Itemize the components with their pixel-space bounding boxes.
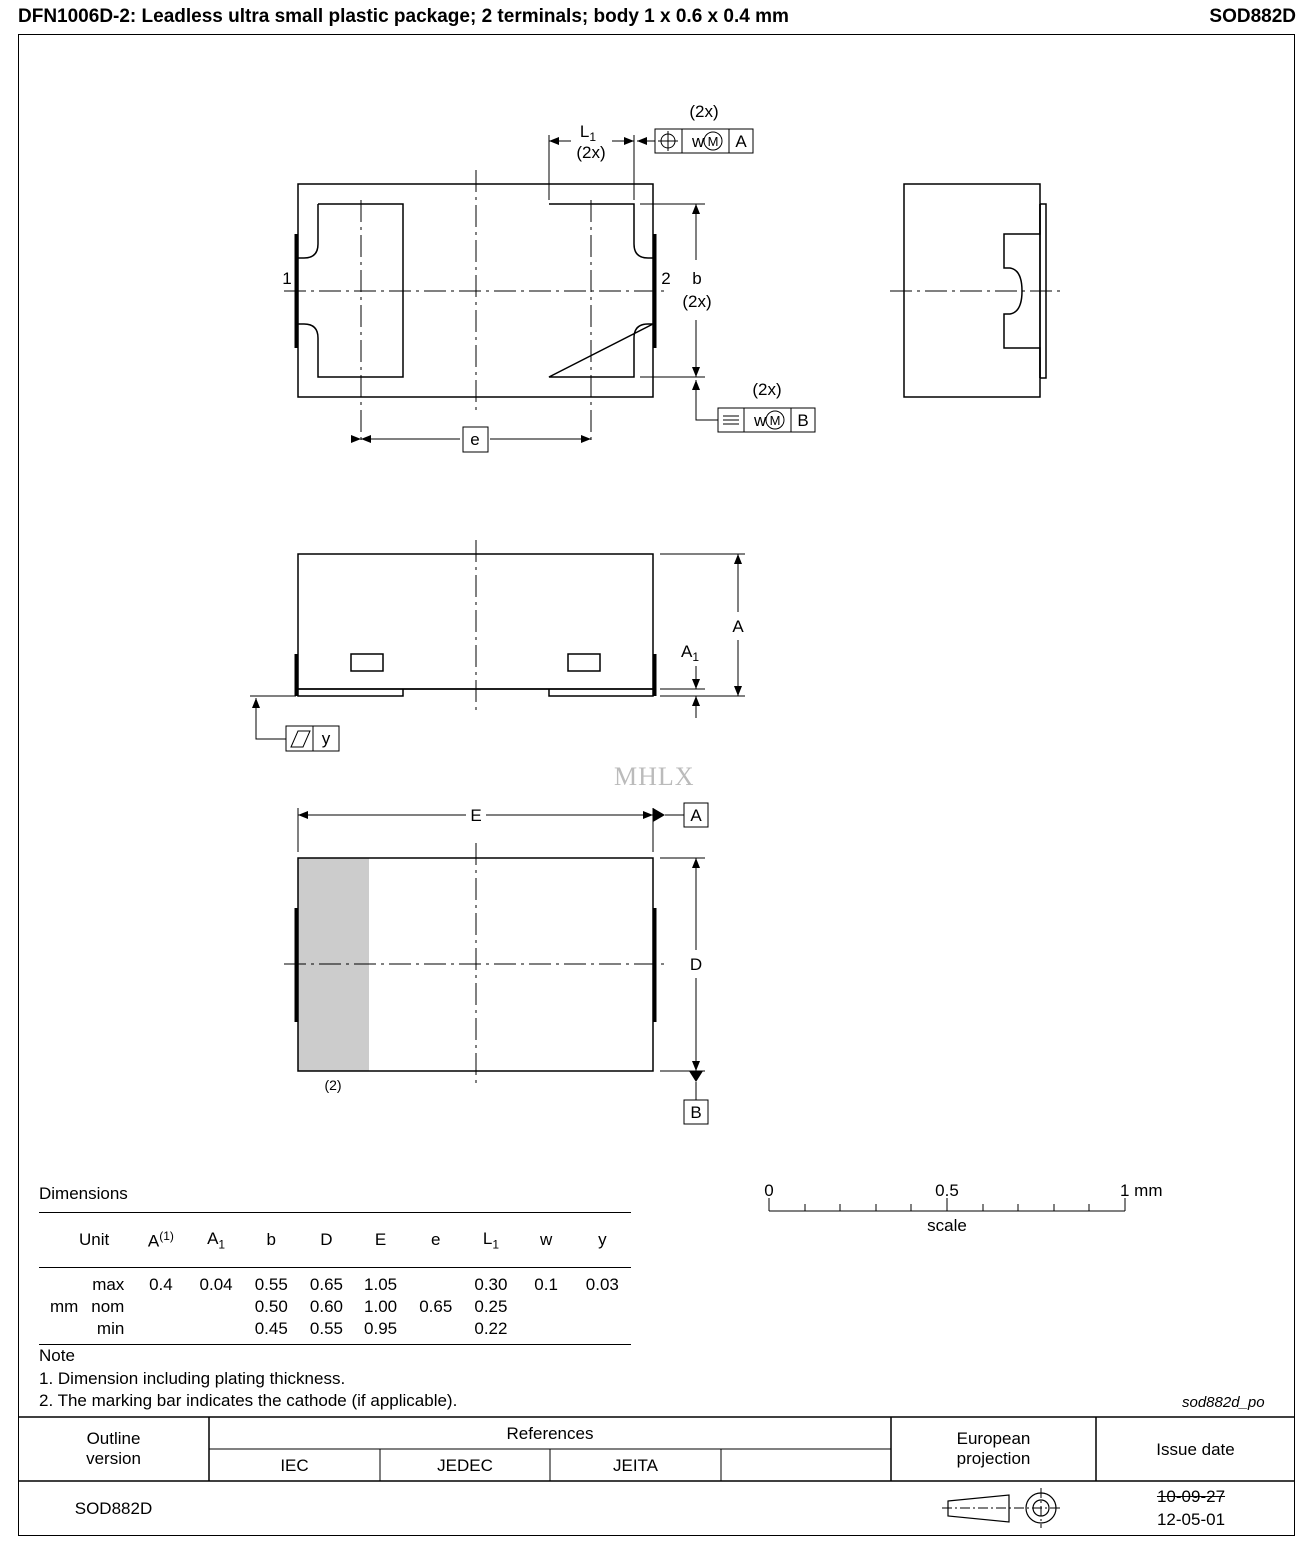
table-row — [39, 1296, 631, 1318]
header-cell: $A_1$ — [207, 1228, 226, 1252]
issue-date-old: 10-09-27 — [1156, 1487, 1226, 1506]
table-cell — [519, 1296, 574, 1318]
terminal-2-label: 2 — [661, 269, 671, 288]
unit-cell: mm — [50, 1297, 79, 1316]
package-code: SOD882D — [1209, 6, 1296, 27]
dim-b-label: b — [692, 269, 702, 288]
side-view — [250, 540, 745, 751]
dim-b-count: (2x) — [682, 292, 712, 311]
position-tol-count: (2x) — [689, 102, 719, 121]
terminal-1-label: 1 — [282, 269, 292, 288]
row-label: nom — [91, 1297, 125, 1316]
dim-e-label: e — [470, 430, 480, 449]
dimensions-header-row — [39, 1213, 631, 1268]
table-cell: 0.1 — [534, 1275, 558, 1294]
table-cell: 1.00 — [364, 1297, 398, 1316]
header-cell: E — [374, 1230, 387, 1249]
position-tol-m: M — [707, 134, 719, 149]
issue-date-new: 12-05-01 — [1156, 1510, 1226, 1529]
header-cell: e — [431, 1230, 441, 1249]
table-cell: 1.05 — [364, 1275, 398, 1294]
table-cell: 0.04 — [199, 1275, 233, 1294]
header-cell: w — [539, 1230, 553, 1249]
table-cell — [574, 1296, 631, 1318]
bottom-view — [284, 803, 708, 1124]
table-cell — [408, 1318, 463, 1345]
dim-l1-count: (2x) — [576, 143, 606, 162]
outline-version-header: Outline version — [86, 1429, 141, 1468]
table-cell: 0.65 — [309, 1275, 343, 1294]
jedec-header: JEDEC — [437, 1456, 493, 1475]
end-view — [890, 184, 1060, 397]
symmetry-tol-count: (2x) — [752, 380, 782, 399]
dim-l1-label: $L_1$ — [579, 122, 597, 144]
note-item: 1. Dimension including plating thickness. — [39, 1369, 346, 1388]
table-cell: 0.95 — [364, 1319, 398, 1338]
dim-E-label: E — [470, 806, 482, 825]
table-cell — [132, 1318, 189, 1345]
drawing-id: sod882d_po — [1182, 1394, 1265, 1411]
position-tol-ref: A — [735, 132, 747, 151]
table-cell: 0.60 — [309, 1297, 343, 1316]
table-cell: 0.55 — [309, 1319, 343, 1338]
table-row — [39, 1268, 631, 1297]
datum-a-label: A — [690, 806, 702, 825]
table-cell: 0.25 — [474, 1297, 508, 1316]
symmetry-tol-m: M — [769, 413, 781, 428]
header-cell: D — [320, 1230, 333, 1249]
references-header: References — [506, 1424, 594, 1443]
table-cell — [408, 1268, 463, 1297]
table-cell: 0.65 — [419, 1297, 453, 1316]
header-cell: $A^{(1)}$ — [147, 1228, 174, 1251]
marking-note-ref: (2) — [324, 1077, 342, 1093]
table-cell — [190, 1318, 243, 1345]
header-unit: Unit — [79, 1230, 110, 1249]
dimensions-title: Dimensions — [39, 1184, 128, 1203]
table-cell: 0.03 — [585, 1275, 619, 1294]
scale-tick-mid: 0.5 — [935, 1181, 959, 1200]
scale-tick-0: 0 — [764, 1181, 774, 1200]
row-label: min — [96, 1319, 125, 1338]
top-view — [284, 129, 815, 452]
jeita-header: JEITA — [612, 1456, 659, 1475]
symmetry-tol-ref: B — [797, 411, 809, 430]
position-tol-w: w — [692, 132, 705, 151]
table-cell: 0.55 — [254, 1275, 288, 1294]
european-projection-header: European projection — [956, 1429, 1031, 1468]
dimensions-table — [39, 1212, 631, 1345]
projection-symbol — [942, 1488, 1062, 1528]
table-cell — [190, 1296, 243, 1318]
table-cell — [574, 1318, 631, 1345]
scale-label: scale — [927, 1216, 967, 1235]
header-cell: b — [266, 1230, 276, 1249]
row-label: max — [92, 1275, 125, 1294]
datum-b-label: B — [690, 1103, 702, 1122]
table-cell: 0.45 — [254, 1319, 288, 1338]
table-cell: 0.50 — [254, 1297, 288, 1316]
table-cell: 0.30 — [474, 1275, 508, 1294]
table-cell — [132, 1296, 189, 1318]
dim-D-label: D — [689, 955, 703, 974]
header-cell: $L_1$ — [482, 1228, 499, 1252]
scale-tick-end: 1 mm — [1120, 1181, 1163, 1200]
symmetry-tol-w: w — [754, 411, 767, 430]
watermark: MHLX — [614, 762, 695, 791]
table-cell: 0.4 — [149, 1275, 173, 1294]
flatness-ref: y — [321, 729, 331, 748]
issue-date-header: Issue date — [1156, 1440, 1235, 1459]
note-item: 2. The marking bar indicates the cathode (if applicable). — [39, 1391, 458, 1410]
dim-a-label: A — [732, 617, 744, 636]
table-cell — [519, 1318, 574, 1345]
header-cell: y — [598, 1230, 607, 1249]
table-row — [39, 1318, 631, 1345]
table-cell: 0.22 — [474, 1319, 508, 1338]
outline-version-value: SOD882D — [74, 1499, 153, 1518]
page-title: DFN1006D-2: Leadless ultra small plastic package; 2 terminals; body 1 x 0.6 x 0.4 mm — [18, 6, 789, 27]
notes-title: Note — [39, 1346, 75, 1365]
dim-a1-label: $A_1$ — [680, 642, 700, 664]
iec-header: IEC — [280, 1456, 309, 1475]
